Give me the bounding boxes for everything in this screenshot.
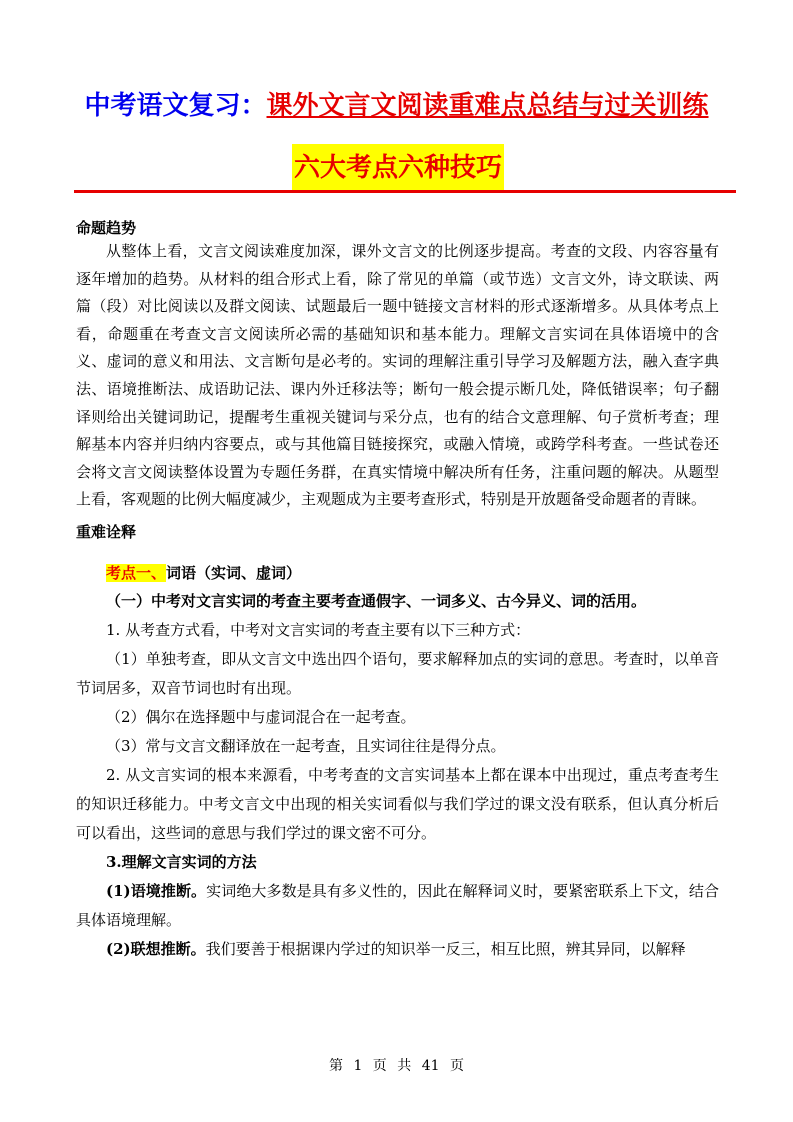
title-main: 课外文言文阅读重难点总结与过关训练 — [266, 91, 709, 121]
item-2: 2. 从文言实词的根本来源看，中考考查的文言实词基本上都在课本中出现过，重点考查考生的知识迁移能力。中考文言文中出现的相关实词看似与我们学过的课文没有联系，但认真分析后可以看出，这些词的意思与我们学过的课文密不可分。 — [76, 765, 719, 842]
document-body — [76, 218, 719, 964]
method-2-text: 我们要善于根据课内学过的知识举一反三，相互比照，辨其异同，以解释 — [205, 939, 686, 958]
method-1 — [76, 877, 719, 935]
method-1-label: (1)语境推断。 — [106, 881, 207, 900]
trend-paragraph: 从整体上看，文言文阅读难度加深，课外文言文的比例逐步提高。考查的文段、内容容量有逐年增加的趋势。从材料的组合形式上看，除了常见的单篇（或节选）文言文外，诗文联读、两篇（段）对比阅读以及群文阅读、试题最后一题中链接文言材料的形式逐渐增多。从具体考点上看，命题重在考查文言文阅读所必需的基础知识和基本能力。理解文言实词在具体语境中的含义、虚词的意义和用法、文言断句是必考的。实词的理解注重引导学习及解题方法，融入查字典法、语境推断法、成语助记法、课内外迁移法等；断句一般会提示断几处，降低错误率；句子翻译则给出关键词助记，提醒考生重视关键词与采分点，也有的结合文意理解、句子赏析考查；理解基本内容并归纳内容要点，或与其他篇目链接探究，或融入情境，或跨学科考查。一些试卷还会将文言文阅读整体设置为专题任务群，在真实情境中解决所有任务，注重问题的解决。从题型上看，客观题的比例大幅度减少，主观题成为主要考查形式，特别是开放题备受命题者的青睐。 — [76, 242, 719, 509]
item-1: 1. 从考查方式看，中考对文言实词的考查主要有以下三种方式： — [106, 620, 531, 639]
sub-heading: （一）中考对文言实词的考查主要考查通假字、一词多义、古今异义、词的活用。 — [106, 591, 647, 610]
kaodian-title: 词语（实词、虚词） — [166, 563, 302, 582]
item-1-2: （2）偶尔在选择题中与虚词混合在一起考查。 — [106, 707, 416, 726]
page-footer: 第 1 页 共 41 页 — [329, 1058, 464, 1074]
method-2-label: (2)联想推断。 — [106, 939, 206, 958]
title-divider — [74, 190, 736, 193]
item-3: 3.理解文言实词的方法 — [106, 852, 257, 871]
section-heading-trend: 命题趋势 — [76, 219, 137, 237]
item-1-3: （3）常与文言文翻译放在一起考查，且实词往往是得分点。 — [106, 736, 506, 755]
section-heading-analysis: 重难诠释 — [76, 522, 137, 541]
method-2 — [76, 935, 719, 964]
method-1-text: 实词绝大多数是具有多义性的，因此在解释词义时，要紧密联系上下文，结合具体语境理解。 — [76, 881, 719, 929]
kaodian-heading — [106, 560, 719, 587]
kaodian-label: 考点一、 — [106, 563, 167, 582]
item-1-1: （1）单独考查，即从文言文中选出四个语句，要求解释加点的实词的意思。考查时，以单音节词居多，双音节词也时有出现。 — [76, 649, 719, 697]
document-title — [0, 86, 793, 126]
title-prefix: 中考语文复习： — [84, 91, 267, 121]
document-subtitle: 六大考点六种技巧 — [292, 144, 504, 192]
